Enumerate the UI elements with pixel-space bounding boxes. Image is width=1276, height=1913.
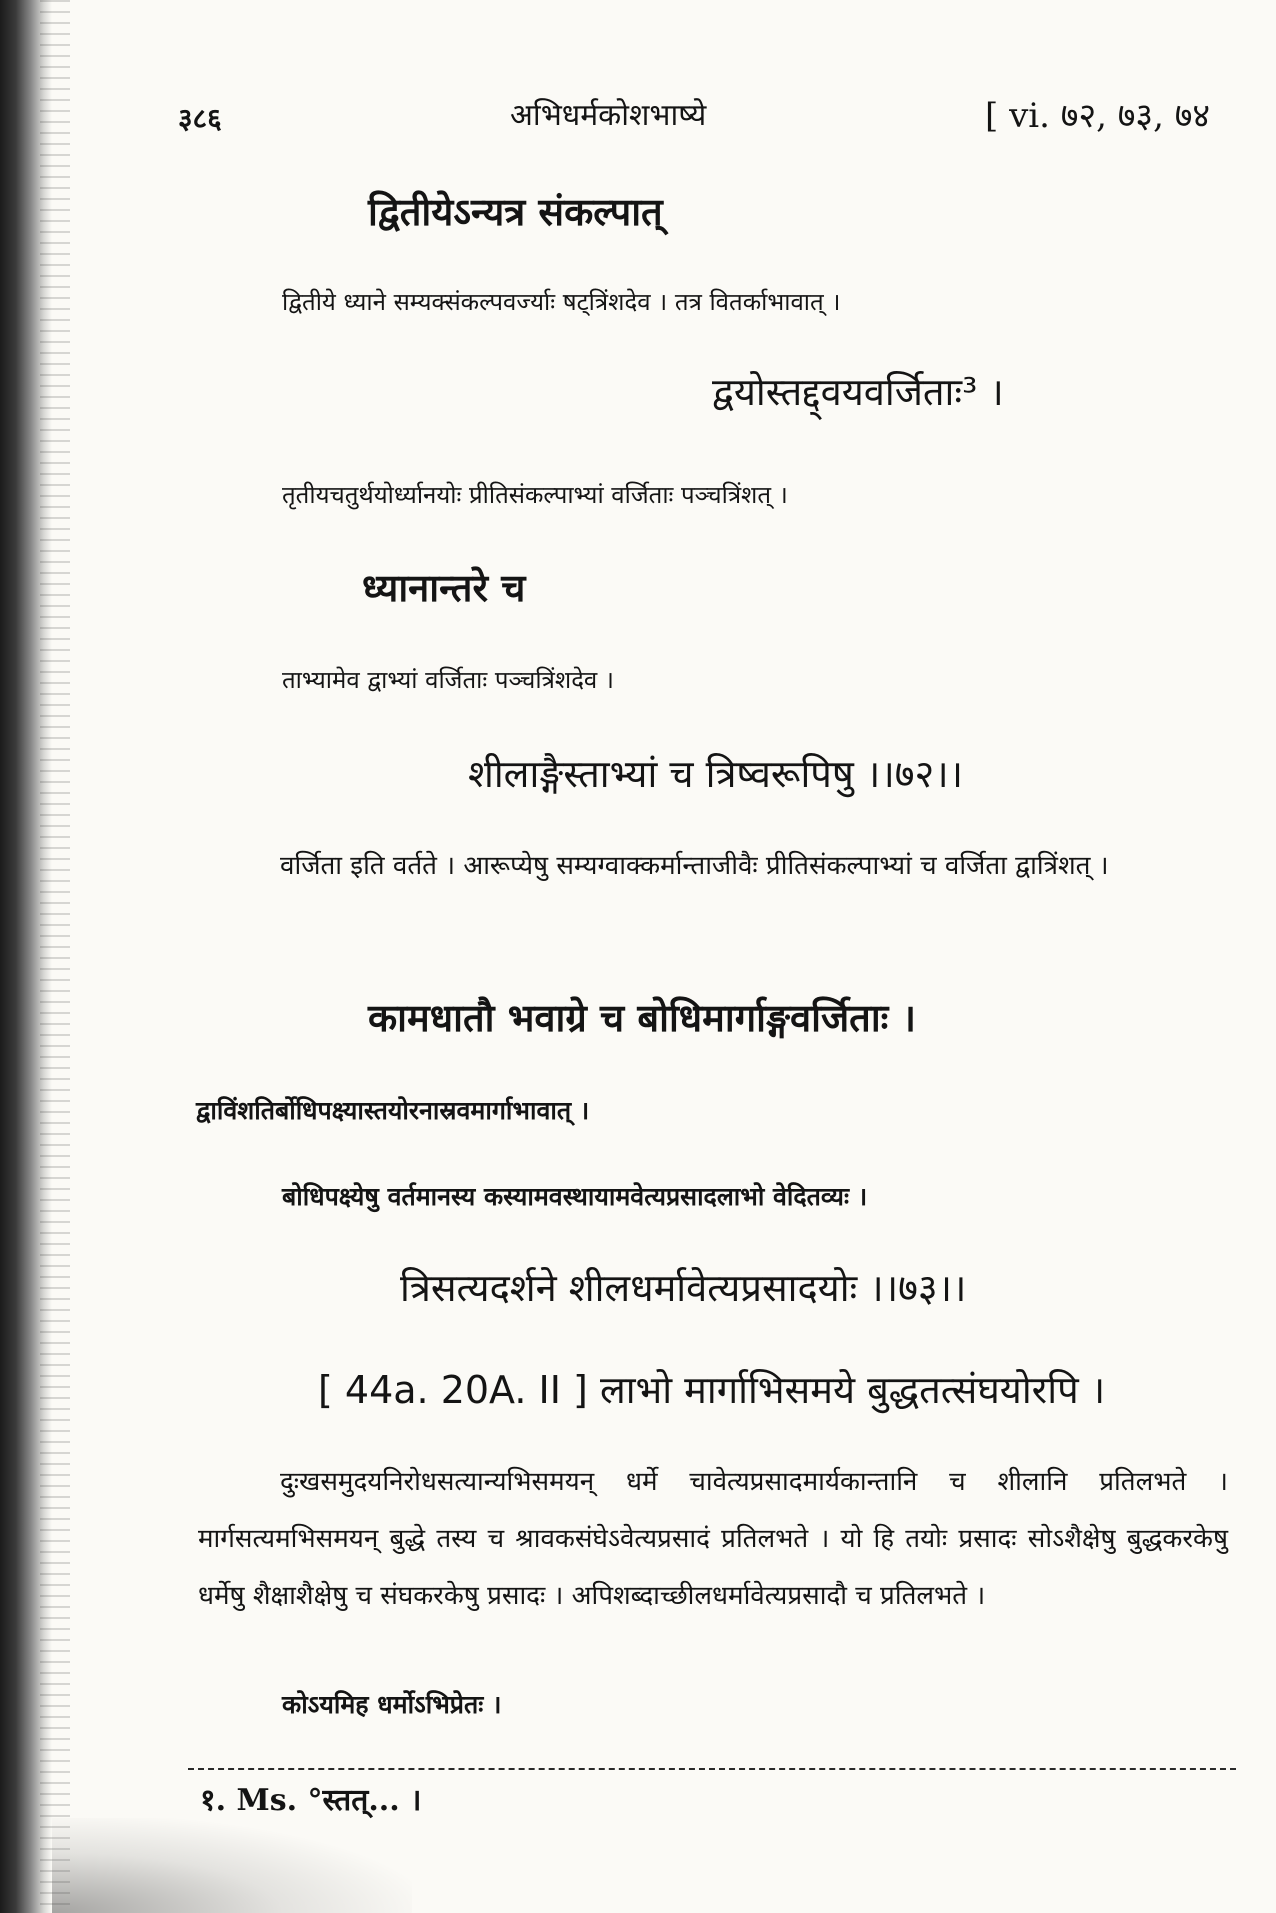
commentary-paragraph: वर्जिता इति वर्तते । आरूप्येषु सम्यग्वाक्कर्मान्ताजीवैः प्रीतिसंकल्पाभ्यां च वर्जिता द्वात्रिंशत् । bbox=[280, 851, 1109, 881]
commentary-line: द्वितीये ध्याने सम्यक्संकल्पवर्ज्याः षट्त्रिंशदेव । तत्र वितर्काभावात् । bbox=[282, 288, 841, 316]
verse-line: द्वितीयेऽन्यत्र संकल्पात् bbox=[368, 190, 663, 234]
commentary-line: ताभ्यामेव द्वाभ्यां वर्जिताः पञ्चत्रिंशदेव । bbox=[282, 666, 615, 694]
verse-line: ध्यानान्तरे च bbox=[362, 566, 526, 610]
verse-line: द्वयोस्तद्द्वयवर्जिताः³ । bbox=[712, 370, 1004, 414]
commentary-line: तृतीयचतुर्थयोर्ध्यानयोः प्रीतिसंकल्पाभ्यां वर्जिताः पञ्चत्रिंशत् । bbox=[282, 481, 788, 509]
verse-line: त्रिसत्यदर्शने शीलधर्मावेत्यप्रसादयोः ।।७३।। bbox=[400, 1266, 967, 1310]
verse-line: [ 44a. 20A. II ] लाभो मार्गाभिसमये बुद्धतत्संघयोरपि । bbox=[318, 1368, 1106, 1412]
footnote: १. Ms. °स्तत्... । bbox=[200, 1783, 422, 1818]
commentary-line: बोधिपक्ष्येषु वर्तमानस्य कस्यामवस्थायामवेत्यप्रसादलाभो वेदितव्यः । bbox=[282, 1182, 868, 1211]
running-title: अभिधर्मकोशभाष्ये bbox=[510, 98, 707, 133]
verse-range: [ vi. ७२, ७३, ७४ bbox=[985, 96, 1211, 136]
verse-line: शीलाङ्गैस्ताभ्यां च त्रिष्वरूपिषु ।।७२।। bbox=[468, 752, 964, 796]
footnote-divider bbox=[188, 1768, 1236, 1770]
commentary-paragraph: दुःखसमुदयनिरोधसत्यान्यभिसमयन् धर्मे चावेत्यप्रसादमार्यकान्तानि च शीलानि प्रतिलभते । मार्गसत्यमभिसमयन् बुद्धे तस्य च श्रावकसंघेऽवेत्यप्रसादं प्रतिलभते । यो हि तयोः प्रसादः सोऽशैक्षेषु बुद्धकरकेषु धर्मेषु शैक्षाशैक्षेषु च संघकरकेषु प्रसादः । अपिशब्दाच्छीलधर्मावेत्यप्रसादौ च प्रतिलभते । bbox=[198, 1467, 1228, 1612]
page-number: ३८६ bbox=[178, 102, 222, 135]
commentary-line: कोऽयमिह धर्मोऽभिप्रेतः । bbox=[282, 1690, 502, 1719]
verse-line: कामधातौ भवाग्रे च बोधिमार्गाङ्गवर्जिताः । bbox=[368, 996, 916, 1040]
commentary-line: द्वाविंशतिर्बोधिपक्ष्यास्तयोरनास्रवमार्गाभावात् । bbox=[196, 1096, 590, 1125]
